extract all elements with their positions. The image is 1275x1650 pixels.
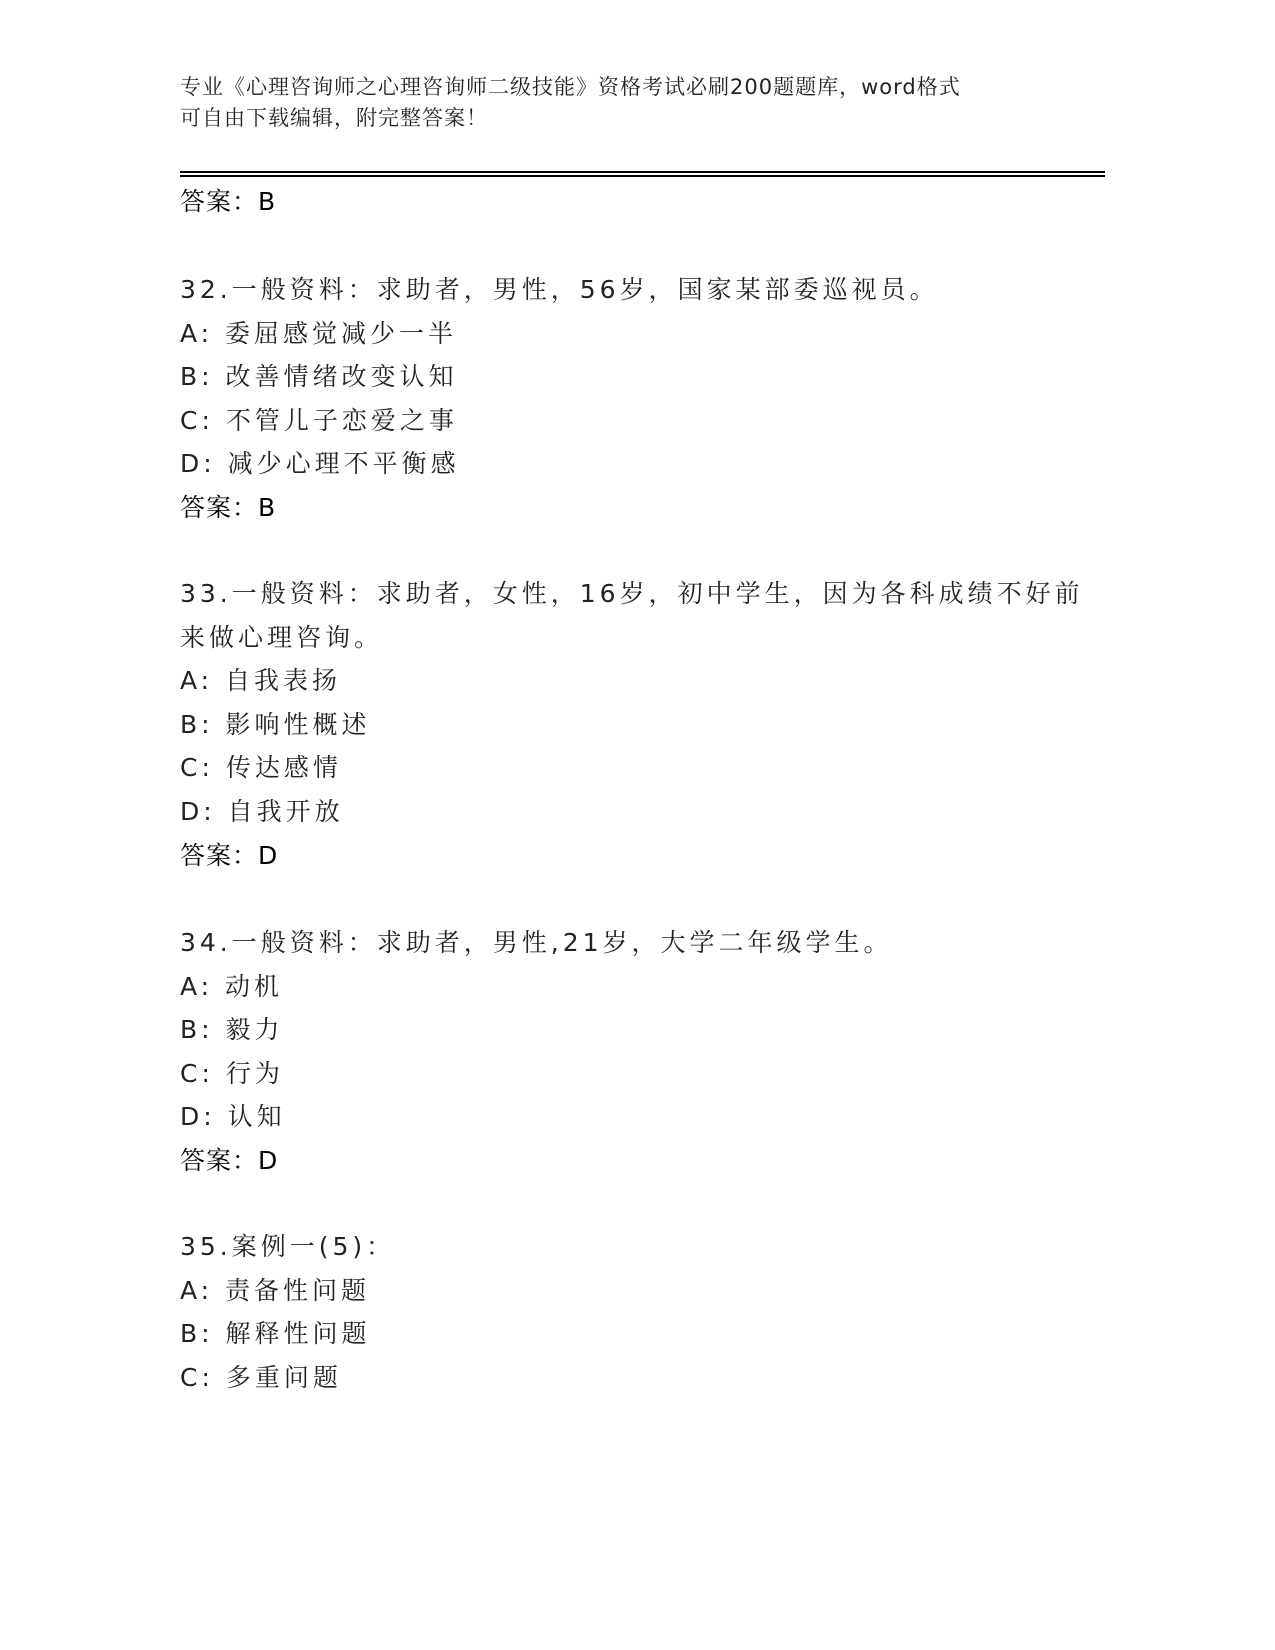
answer-option: D: 减少心理不平衡感 [180,449,460,478]
header-line-1: 专业《心理咨询师之心理咨询师二级技能》资格考试必刷200题题库，word格式 [180,75,961,99]
answer-option: C: 多重问题 [180,1363,342,1392]
header-line-2: 可自由下载编辑，附完整答案！ [180,106,488,130]
question-stem: 34.一般资料：求助者，男性,21岁，大学二年级学生。 [180,928,893,957]
answer-option: C: 行为 [180,1059,284,1088]
answer-option: C: 传达感情 [180,753,342,782]
answer-option: A: 动机 [180,972,284,1001]
answer-option: B: 毅力 [180,1015,284,1044]
question-stem: 32.一般资料：求助者，男性，56岁，国家某部委巡视员。 [180,275,939,304]
answer-option: A: 自我表扬 [180,666,342,695]
answer-option: A: 委屈感觉减少一半 [180,319,458,348]
answer-option: B: 解释性问题 [180,1319,371,1348]
question-stem: 来做心理咨询。 [180,623,384,652]
answer-line: 答案：D [180,1146,279,1175]
answer-option: D: 自我开放 [180,797,344,826]
answer-option: A: 责备性问题 [180,1276,371,1305]
question-stem: 35.案例一(5)： [180,1232,396,1261]
question-stem: 33.一般资料：求助者，女性，16岁，初中学生，因为各科成绩不好前 [180,579,1084,608]
answer-option: B: 改善情绪改变认知 [180,362,458,391]
answer-option: C: 不管儿子恋爱之事 [180,406,458,435]
answer-option: B: 影响性概述 [180,710,371,739]
answer-option: D: 认知 [180,1102,286,1131]
answer-line: 答案：B [180,493,277,522]
header-divider [180,175,1105,177]
header-divider [180,171,1105,173]
answer-line: 答案：B [180,187,277,216]
answer-line: 答案：D [180,841,279,870]
